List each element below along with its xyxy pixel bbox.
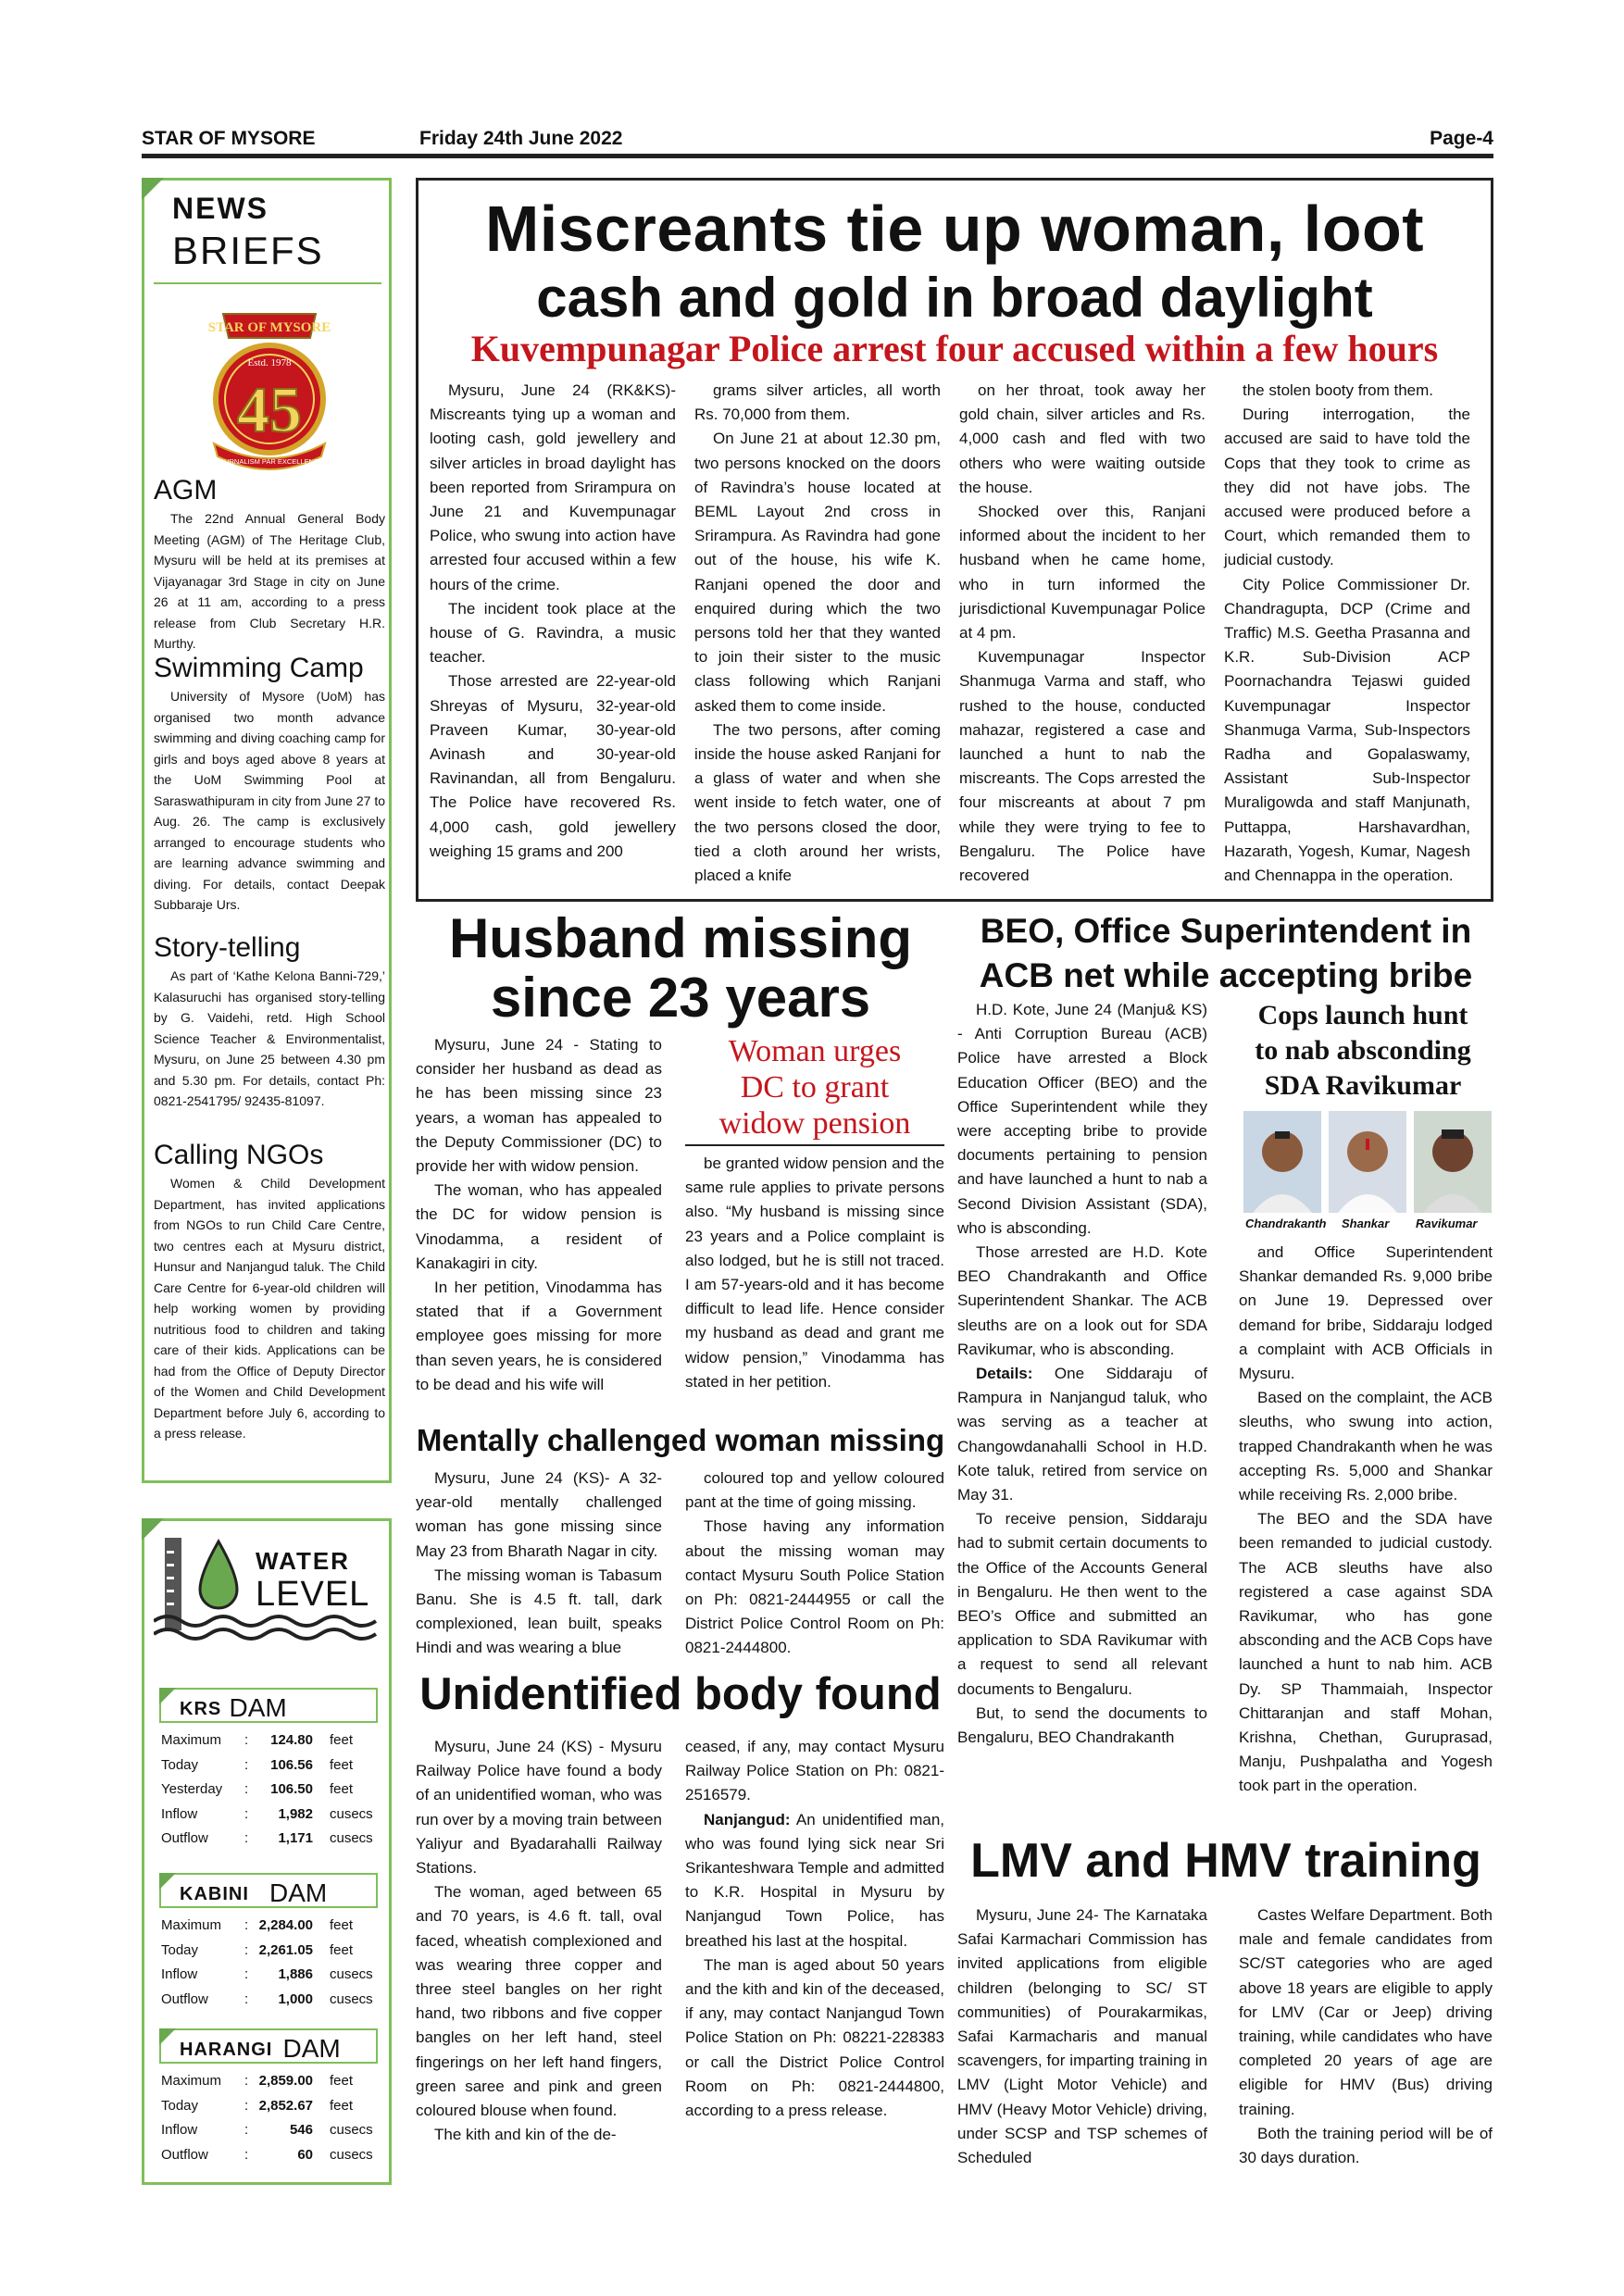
acb-subhead [1231, 998, 1494, 1104]
article-paragraph: Mysuru, June 24 - Stating to consider her husband as dead as he has been missing since 23 years, a woman has appealed to the Deputy Commissioner (DC) to provide her with widow pension. [416, 1036, 662, 1176]
acb-subhead-line1: Cops launch hunt [1257, 1000, 1468, 1030]
dam-metric: Yesterday [161, 1781, 223, 1797]
dam-unit: cusecs [330, 1805, 373, 1822]
dam-heading [159, 1688, 378, 1723]
dam-row [159, 1803, 378, 1828]
lead-col-2 [694, 379, 941, 888]
brief-heading: Story-telling [154, 932, 301, 963]
dam-name: HARANGI [180, 2040, 273, 2060]
water-level-box [142, 1518, 392, 2185]
acb-headline [957, 909, 1494, 998]
photo-shankar [1329, 1111, 1406, 1213]
dam-row [159, 1939, 378, 1964]
article-paragraph: City Police Commissioner Dr. Chandragupta, DCP (Crime and Traffic) M.S. Geetha Prasanna and K.R. Sub-Division ACP Poornachandra Tejaswi guided Kuvempunagar Inspector Shanmuga Varma, Sub-Inspectors Radha and Gopalaswamy, Assistant Sub-Inspector Muraligowda and staff Manjunath, Puttappa, Harshavardhan, Hazarath, Yogesh, Kumar, Nagesh and Chennappa in the operation. [1224, 575, 1470, 885]
photo-ravikumar [1414, 1111, 1492, 1213]
dam-value: 2,859.00 [258, 2073, 313, 2089]
dam-row [159, 1963, 378, 1988]
dam-metric: Today [161, 2097, 199, 2114]
news-briefs-box [142, 178, 392, 1483]
body-para-text: An unidentified man, who was found lying sick near Sri Srikanteshwara Temple and admitted to K.R. Hospital in Mysuru by Nanjangud Town Police, has breathed his last at the hospital. [685, 1810, 944, 1950]
dam-unit: cusecs [330, 1830, 373, 1846]
mentally-col-1 [416, 1466, 662, 1661]
dam-row [159, 2069, 378, 2094]
lead-col-3 [959, 379, 1206, 888]
brief-heading: Swimming Camp [154, 653, 364, 683]
mentally-col-2 [685, 1466, 944, 1661]
body-para: ceased, if any, may contact Mysuru Railway Police Station on Ph: 0821-2516579. [685, 1738, 944, 1804]
dam-metric: Maximum [161, 1917, 222, 1933]
lmv-col-2 [1239, 1903, 1493, 2170]
acb-col-1-intro [957, 998, 1207, 1362]
lmv-col-1 [957, 1903, 1207, 2170]
article-paragraph: Shocked over this, Ranjani informed about the incident to her husband when he came home, who in turn informed the jurisdictional Kuvempunagar Police at 4 pm. [959, 503, 1206, 643]
brief-body: University of Mysore (UoM) has organised two month advance swimming and diving coaching camp for girls and boys aged above 8 years at the UoM Swimming Pool at Saraswathipuram in city from June 27 to Aug. 26. The camp is exclusively arranged to encourage students who are learning advance swimming and diving. For details, contact Deepak Subbaraje Urs. [154, 689, 385, 912]
dam-row [159, 2118, 378, 2143]
body-headline: Unidentified body found [419, 1669, 942, 1719]
divider [685, 1144, 944, 1146]
acb-details-text: One Siddaraju of Rampura in Nanjangud taluk, who was serving as a teacher at Changowdanahalli School in H.D. Kote taluk, retired from service on May 31. [957, 1365, 1207, 1504]
page-number: Page-4 [1430, 128, 1493, 149]
separator: : [244, 1941, 249, 1958]
article-paragraph: The kith and kin of the de- [434, 2126, 617, 2144]
dam-label: DAM [269, 1878, 328, 1907]
brief-heading: Calling NGOs [154, 1140, 324, 1170]
separator: : [244, 1830, 249, 1846]
husband-subhead [685, 1033, 944, 1142]
separator: : [244, 2073, 249, 2089]
paper-name: STAR OF MYSORE [142, 128, 316, 149]
dam-metric: Inflow [161, 1966, 198, 1982]
husband-subhead-line1: Woman urges [728, 1034, 902, 1068]
brief-body: As part of ‘Kathe Kelona Banni-729,’ Kalasuruchi has organised story-telling by G. Vaidehi, retd. High School Science Teacher & Environmentalist, Mysuru, on June 25 between 4.30 pm and 5.30 pm. For details, contact Ph: 0821-2541795/ 92435-81097. [154, 968, 385, 1108]
dam-unit: feet [330, 1756, 354, 1773]
lead-headline-line2: cash and gold in broad daylight [536, 267, 1373, 329]
body-para [685, 1808, 944, 1953]
logo-estd: Estd. 1978 [247, 357, 292, 368]
dam-panel [159, 1688, 378, 1852]
dam-metric: Outflow [161, 1830, 208, 1846]
dam-metric: Inflow [161, 1805, 198, 1822]
acb-details-lead: Details: [976, 1365, 1033, 1383]
article-paragraph: on her throat, took away her gold chain, silver articles and Rs. 4,000 cash and fled with two others who were waiting outside the house. [959, 381, 1206, 496]
dam-value: 106.56 [270, 1756, 313, 1773]
article-paragraph: The woman, aged between 65 and 70 years, is 4.6 ft. tall, oval faced, wheatish complexioned and was wearing three copper and three steel bangles on her right hand, two ribbons and five copper bangles on her left hand, steel fingerings on her left hand fingers, green saree and pink and green coloured blouse when found. [416, 1883, 662, 2120]
separator: : [244, 1732, 249, 1748]
husband-headline-line2: since 23 years [490, 967, 871, 1029]
dam-value: 1,171 [278, 1830, 313, 1846]
article-paragraph: Based on the complaint, the ACB sleuths, who swung into action, trapped Chandrakanth when he was accepting Rs. 5,000 and Shankar while receiving Rs. 2,000 bribe. [1239, 1389, 1493, 1504]
mentally-headline: Mentally challenged woman missing [416, 1423, 945, 1457]
brief-agm [154, 475, 385, 655]
article-paragraph: In her petition, Vinodamma has stated that if a Government employee goes missing for more than seven years, he is considered to be dead and his wife will [416, 1279, 662, 1393]
dam-value: 2,261.05 [258, 1941, 313, 1958]
dam-value: 2,852.67 [258, 2097, 313, 2114]
body-dateline: Nanjangud: [704, 1810, 791, 1828]
article-paragraph: Mysuru, June 24 (KS)- A 32-year-old mentally challenged woman has gone missing since May 23 from Bharath Nagar in city. [416, 1469, 662, 1560]
article-paragraph: During interrogation, the accused are said to have told the Cops that they took to crime as they did not have jobs. The accused were produced before a Court, which remanded them to judicial custody. [1224, 406, 1470, 569]
article-paragraph: Castes Welfare Department. Both male and female candidates from SC/ST categories who are aged above 18 years are eligible to apply for LMV (Car or Jeep) driving training, while candidates who have completed 20 years of age are eligible for HMV (Bus) driving training. [1239, 1906, 1493, 2118]
brief-body: The 22nd Annual General Body Meeting (AGM) of The Heritage Club, Mysuru will be held at its premises at Vijayanagar 3rd Stage in city on June 26 at 11 am, according to a press release from Club Secretary H.R. Murthy. [154, 511, 385, 651]
separator: : [244, 1781, 249, 1797]
article-paragraph: and Office Superintendent Shankar demanded Rs. 9,000 bribe on June 19. Depressed over demand for bribe, Siddaraju lodged a complaint with ACB Officials in Mysuru. [1239, 1243, 1493, 1383]
dam-metric: Maximum [161, 2073, 222, 2089]
article-paragraph: The incident took place at the house of G. Ravindra, a music teacher. [430, 599, 676, 667]
husband-col-1 [416, 1033, 662, 1397]
article-paragraph: The two persons, after coming inside the house asked Ranjani for a glass of water and when she went inside to fetch water, one of the two persons closed the door, tied a cloth around her wrists, placed a knife [694, 720, 941, 885]
dam-row [159, 2143, 378, 2168]
article-paragraph: coloured top and yellow coloured pant at the time of going missing. [685, 1469, 944, 1512]
article-paragraph: The woman, who has appealed the DC for widow pension is Vinodamma, a resident of Kanakagiri in city. [416, 1181, 662, 1272]
dam-value: 1,886 [278, 1966, 313, 1982]
article-paragraph: On June 21 at about 12.30 pm, two persons knocked on the doors of Ravindra’s house located at BEML Layout 2nd cross in Srirampura. As Ravindra had gone out of the house, his wife K. Ranjani opened the door and enquired during which the two persons told her that they wanted to join their sister to the music class following which Ranjani asked them to come inside. [694, 430, 941, 715]
body-para: The man is aged about 50 years and the kith and kin of the deceased, if any, may contact Nanjangud Town Police Station on Ph: 08221-228383 or call the District Police Control Room on Ph: 0821-2444800, according to a press release. [685, 1955, 944, 2120]
lead-story-box [416, 178, 1493, 902]
dam-label: DAM [282, 2034, 341, 2063]
dam-value: 546 [289, 2122, 313, 2138]
article-paragraph: Those arrested are H.D. Kote BEO Chandrakanth and Office Superintendent Shankar. The ACB sleuths are on a look out for SDA Ravikumar, who is absconding. [957, 1243, 1207, 1358]
dam-unit: feet [330, 1732, 354, 1748]
body-col-1 [416, 1735, 662, 2147]
dam-unit: cusecs [330, 1990, 373, 2007]
separator: : [244, 1756, 249, 1773]
article-paragraph: Both the training period will be of 30 days duration. [1239, 2124, 1493, 2167]
dam-row [159, 2094, 378, 2119]
husband-headline [416, 909, 945, 1028]
acb-subhead-line2: to nab absconding [1255, 1035, 1471, 1066]
article-paragraph: be granted widow pension and the same rule applies to private persons also. “My husband is missing since 23 years and a Police complaint is also lodged, but he is still not traced. I am 57-years-old and it has become difficult to lead life. Hence consider my husband as dead and grant me widow pension,” Vinodamma has stated in her petition. [685, 1154, 944, 1391]
dam-unit: feet [330, 1781, 354, 1797]
lead-col-4 [1224, 379, 1470, 888]
dam-value: 106.50 [270, 1781, 313, 1797]
article-paragraph: But, to send the documents to Bengaluru, BEO Chandrakanth [957, 1703, 1207, 1747]
dam-value: 1,982 [278, 1805, 313, 1822]
dam-row [159, 1753, 378, 1778]
dam-unit: feet [330, 1941, 354, 1958]
brief-story-telling [154, 932, 385, 1112]
separator: : [244, 1917, 249, 1933]
lead-headline: Miscreants tie up woman, loot [484, 193, 1425, 265]
dam-unit: feet [330, 2073, 354, 2089]
logo-motto: JOURNALISM PAR EXCELLENCE [215, 457, 324, 466]
dam-heading [159, 2028, 378, 2064]
article-paragraph: Mysuru, June 24 (KS) - Mysuru Railway Police have found a body of an unidentified woman, who was run over by a moving train between Yaliyur and Byadarahalli Railway Stations. [416, 1738, 662, 1878]
dam-unit: cusecs [330, 2122, 373, 2138]
logo-number: 45 [237, 375, 302, 446]
dam-label: DAM [229, 1693, 287, 1722]
dam-value: 60 [297, 2146, 313, 2163]
husband-subhead-line2: DC to grant [740, 1070, 890, 1104]
dam-unit: feet [330, 2097, 354, 2114]
dam-metric: Outflow [161, 2146, 208, 2163]
article-paragraph: Kuvempunagar Inspector Shanmuga Varma and staff, who rushed to the house, conducted mahazar, registered a case and launched a hunt to nab the miscreants. The Cops arrested the four miscreants at about 7 pm while they were trying to fee to Bengaluru. The Police have recovered [959, 648, 1206, 885]
dam-value: 1,000 [278, 1990, 313, 2007]
separator: : [244, 2097, 249, 2114]
anniversary-logo [195, 297, 344, 482]
dam-unit: cusecs [330, 2146, 373, 2163]
dam-value: 124.80 [270, 1732, 313, 1748]
dam-name: KRS [180, 1699, 222, 1719]
dam-name: KABINI [180, 1884, 249, 1904]
body-col-2 [685, 1735, 944, 2123]
dam-panel [159, 1873, 378, 2012]
water-level-subtitle: LEVEL [256, 1575, 370, 1614]
dam-metric: Today [161, 1756, 199, 1773]
dam-panel [159, 2028, 378, 2167]
acb-col-1-end [957, 1507, 1207, 1750]
photo-chandrakanth [1243, 1111, 1321, 1213]
dam-row [159, 1827, 378, 1852]
dam-row [159, 1778, 378, 1803]
brief-body: Women & Child Development Department, has invited applications from NGOs to run Child Care Centre, two centres each at Mysuru district, Hunsur and Nanjangud taluk. The Child Care Centre for 6-year-old children will help working women by providing nutritious food to children and taking care of their kids. Applications can be had from the Office of Deputy Director of the Women and Child Development Department before July 6, according to a press release. [154, 1176, 385, 1441]
corner-tab [159, 2028, 176, 2045]
corner-tab [142, 178, 164, 200]
dam-metric: Today [161, 1941, 199, 1958]
separator: : [244, 1990, 249, 2007]
husband-headline-line1: Husband missing [448, 907, 913, 969]
logo-text: STAR OF MYSORE [207, 320, 331, 335]
husband-subhead-line3: widow pension [718, 1106, 911, 1141]
article-paragraph: To receive pension, Siddaraju had to submit certain documents to the Office of the Accounts General in Bengaluru. He then went to the BEO’s Office and submitted an application to SDA Ravikumar with a request to send all relevant documents to Bengaluru. [957, 1510, 1207, 1698]
acb-headline-line1: BEO, Office Superintendent in [980, 912, 1472, 950]
dam-metric: Outflow [161, 1990, 208, 2007]
corner-tab [159, 1873, 176, 1890]
husband-col-2 [685, 1152, 944, 1394]
acb-col-1 [957, 998, 1207, 1750]
acb-col-2 [1239, 1241, 1493, 1799]
acb-details [957, 1362, 1207, 1507]
dam-unit: cusecs [330, 1966, 373, 1982]
header-rule [142, 154, 1493, 158]
dam-row [159, 1728, 378, 1753]
dam-value: 2,284.00 [258, 1917, 313, 1933]
lmv-headline: LMV and HMV training [970, 1834, 1481, 1888]
dam-row [159, 1914, 378, 1939]
lead-subhead: Kuvempunagar Police arrest four accused within a few hours [470, 328, 1439, 369]
separator: : [244, 2122, 249, 2138]
divider [154, 282, 381, 284]
acb-photos [1243, 1111, 1493, 1233]
issue-date: Friday 24th June 2022 [419, 128, 623, 149]
brief-swimming [154, 653, 385, 916]
acb-subhead-line3: SDA Ravikumar [1264, 1070, 1462, 1101]
corner-tab [159, 1688, 176, 1704]
news-briefs-title: NEWS [172, 192, 269, 225]
brief-calling-ngos [154, 1140, 385, 1444]
separator: : [244, 1805, 249, 1822]
acb-headline-line2: ACB net while accepting bribe [979, 956, 1473, 994]
article-paragraph: H.D. Kote, June 24 (Manju& KS) - Anti Corruption Bureau (ACB) Police have arrested a Block Education Officer (BEO) and the Office Superintendent while they were accepting bribe to provide documents pertaining to pension and have launched a hunt to nab a Second Division Assistant (SDA), who is absconding. [957, 1001, 1207, 1237]
article-paragraph: the stolen booty from them. [1243, 381, 1433, 399]
article-paragraph: Those having any information about the missing woman may contact Mysuru South Police Station on Ph: 0821-2444955 or call the District Police Control Room on Ph: 0821-2444800. [685, 1517, 944, 1657]
dam-metric: Maximum [161, 1732, 222, 1748]
article-paragraph: Mysuru, June 24- The Karnataka Safai Karmachari Commission has invited applications from eligible children (belonging to SC/ ST communities) of Pourakarmikas, Safai Karmacharis and manual scavengers, for imparting training in LMV (Light Motor Vehicle) and HMV (Heavy Motor Vehicle) driving, under SCSP and TSP schemes of Scheduled [957, 1906, 1207, 2167]
photo-caption: Ravikumar [1416, 1217, 1478, 1230]
article-paragraph: grams silver articles, all worth Rs. 70,000 from them. [694, 381, 941, 424]
dam-heading [159, 1873, 378, 1908]
photo-caption: Chandrakanth [1245, 1217, 1327, 1230]
article-paragraph: Those arrested are 22-year-old Shreyas of Mysuru, 32-year-old Praveen Kumar, 30-year-old Avinash and 30-year-old Ravinandan, all from Bengaluru. The Police have recovered Rs. 4,000 cash, gold jewellery weighing 15 grams and 200 [430, 672, 676, 860]
page-header [142, 124, 1493, 157]
article-paragraph: The BEO and the SDA have been remanded to judicial custody. The ACB sleuths have also registered a case against SDA Ravikumar, who has gone absconding and the ACB Cops have launched a hunt to nab him. ACB Dy. SP Thammaiah, Inspector Chittaranjan and staff Mohan, Krishna, Chethan, Guruprasad, Manju, Pushpalatha and Yogesh took part in the operation. [1239, 1510, 1493, 1795]
dam-row [159, 1988, 378, 2013]
water-level-title: WATER [256, 1547, 350, 1575]
news-briefs-subtitle: BRIEFS [172, 229, 324, 272]
separator: : [244, 2146, 249, 2163]
brief-heading: AGM [154, 475, 218, 505]
article-paragraph: Mysuru, June 24 (RK&KS)- Miscreants tying up a woman and looting cash, gold jewellery and silver articles in broad daylight has been reported from Srirampura on June 21 and Kuvempunagar Police, who swung into action have arrested four accused within a few hours of the crime. [430, 381, 676, 593]
lead-col-1 [430, 379, 676, 864]
dam-metric: Inflow [161, 2122, 198, 2138]
dam-unit: feet [330, 1917, 354, 1933]
photo-caption: Shankar [1342, 1217, 1390, 1230]
separator: : [244, 1966, 249, 1982]
article-paragraph: The missing woman is Tabasum Banu. She is 4.5 ft. tall, dark complexioned, lean built, speaks Hindi and was wearing a blue [416, 1566, 662, 1657]
